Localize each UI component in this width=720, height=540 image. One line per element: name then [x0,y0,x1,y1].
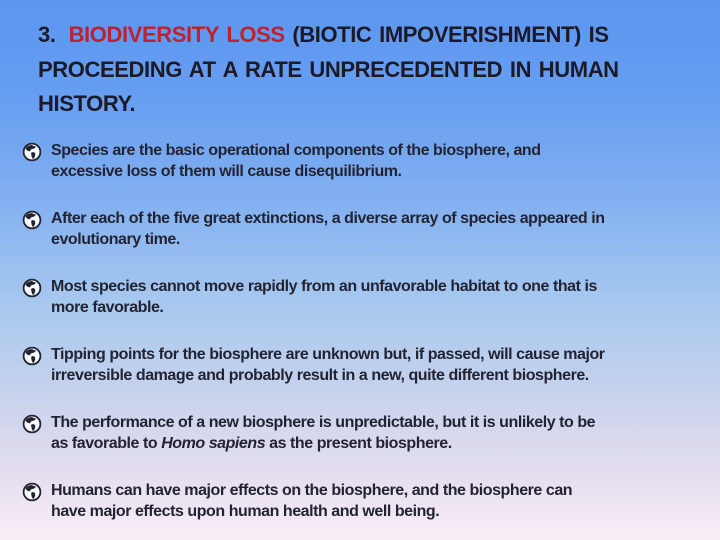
bullet-list [22,141,710,540]
globe-americas-icon [22,142,42,162]
globe-americas-icon [22,210,42,230]
globe-americas-icon [22,278,42,298]
bullet-line: Humans can have major effects on the biosphere, and the biosphere can [51,482,573,499]
bullet-text [51,277,597,318]
title-highlight: BIODIVERSITY LOSS [68,22,285,47]
globe-americas-icon [22,482,42,502]
bullet-text [51,209,605,250]
bullet-line: more favorable. [51,298,164,316]
bullet-item [22,481,710,522]
bullet-line-pre: as favorable to [51,434,162,452]
globe-americas-icon [22,414,42,434]
bullet-item [22,413,710,454]
bullet-line-post: as the present biosphere. [265,434,452,452]
bullet-item [22,345,710,386]
title-line-2: PROCEEDING AT A RATE UNPRECEDENTED IN HUMAN [38,56,619,82]
bullet-item [22,141,710,182]
bullet-item [22,277,710,318]
bullet-text [51,345,605,386]
bullet-line: After each of the five great extinctions, a diverse array of species appeared in [51,210,605,227]
bullet-line: excessive loss of them will cause disequilibrium. [51,162,402,180]
bullet-line: evolutionary time. [51,230,180,248]
bullet-item [22,209,710,250]
bullet-line [51,434,595,455]
bullet-line: Tipping points for the biosphere are unknown but, if passed, will cause major [51,346,605,363]
globe-americas-icon [22,346,42,366]
title-line-1 [38,18,698,53]
species-name: Homo sapiens [161,434,266,452]
title-number: 3. [38,22,56,47]
bullet-line: Species are the basic operational components of the biosphere, and [51,142,541,159]
title-line-3: HISTORY. [38,91,136,116]
slide-title [38,18,698,122]
bullet-text [51,481,572,522]
bullet-line: The performance of a new biosphere is unpredictable, but it is unlikely to be [51,414,596,431]
bullet-text [51,141,541,182]
bullet-line: Most species cannot move rapidly from an unfavorable habitat to one that is [51,278,597,295]
bullet-text [51,413,595,454]
bullet-line: irreversible damage and probably result in a new, quite different biosphere. [51,366,589,384]
bullet-line: have major effects upon human health and well being. [51,502,440,520]
title-rest: (BIOTIC IMPOVERISHMENT) IS [292,22,609,47]
